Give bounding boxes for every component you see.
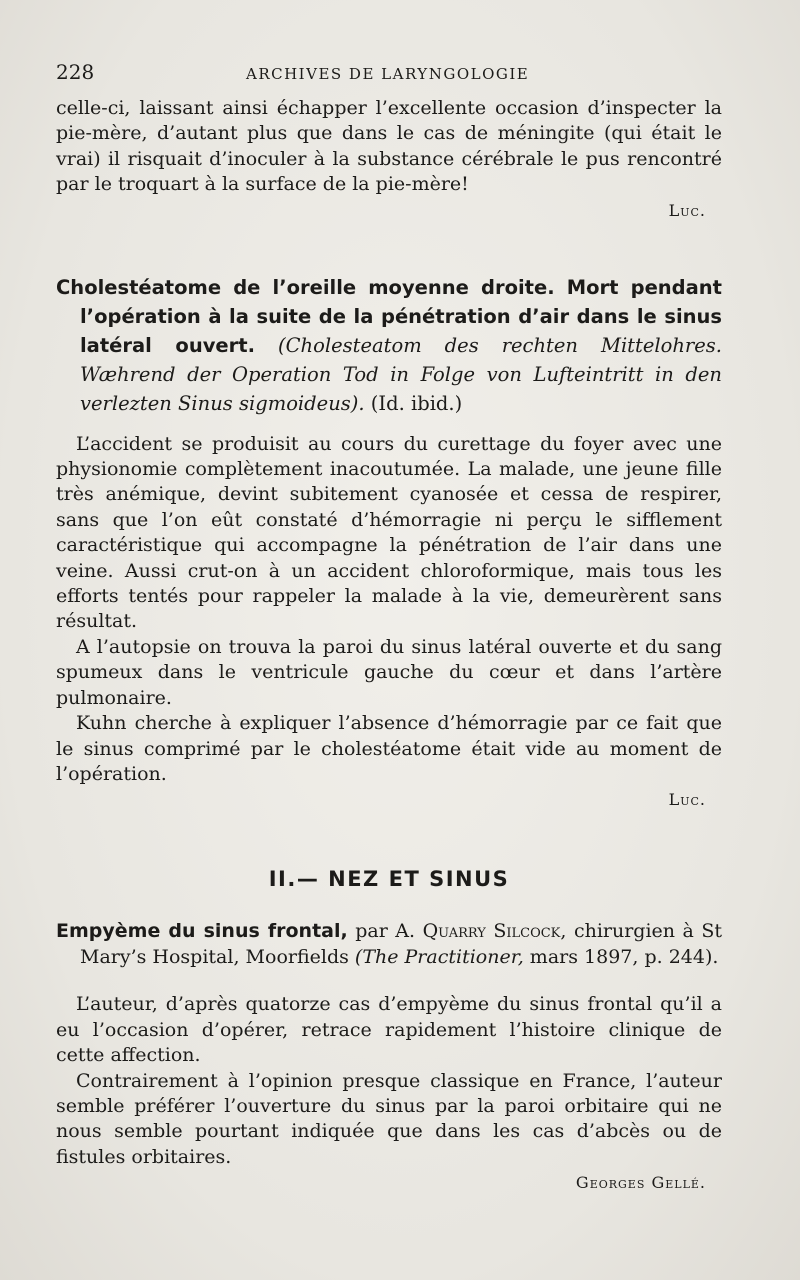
article3-paragraph-2: Contrairement à l’opinion presque classique en France, l’auteur semble préférer l’ouverture du sinus par la paroi orbitaire qui ne nous semble pourtant indiquée que dans les cas d’abcès ou de fistules orbitaires. (56, 1069, 722, 1168)
article3-affiliation: chirurgien à St Mary’s Hospital, Moorfields (80, 920, 722, 969)
section-heading-nez-et-sinus: II.— NEZ ET SINUS (268, 867, 510, 892)
signature-luc-1: Luc. (668, 200, 706, 220)
spacer (56, 223, 722, 273)
article2-paragraph-3: Kuhn cherche à expliquer l’absence d’hémorragie par ce fait que le sinus comprimé par le cholestéatome était vide au moment de l’opération. (56, 712, 722, 785)
article-title-bold: Cholestéatome de l’oreille moyenne droite. Mort pendant l’opération à la suite de la pénétration d’air dans le sinus latéral ouvert. (56, 275, 722, 357)
running-head (56, 60, 722, 96)
article-heading-cholesteatome (56, 273, 722, 418)
intro-paragraph: celle-ci, laissant ainsi échapper l’excellente occasion d’inspecter la pie-mère, d’autant plus que dans le cas de méningite (qui était le vrai) il risquait d’inoculer à la substance cérébrale le pus rencontré par le troquart à la surface de la pie-mère! (56, 97, 722, 196)
article2-paragraph-1: L’accident se produisit au cours du curettage du foyer avec une physionomie complètement inacoutumée. La malade, une jeune fille très anémique, devint subitement cyanosée et cessa de respirer, sans que l’on eût constaté d’hémorragie ni perçu le sifflement caractéristique qui accompagne la pénétration de l’air dans une veine. Aussi crut-on à un accident chloroformique, mais tous les efforts tentés pour rappeler la malade à la vie, demeurèrent sans résultat. (56, 432, 722, 633)
article2-paragraph-2: A l’autopsie on trouva la paroi du sinus latéral ouverte et du sang spumeux dans le ventricule gauche du cœur et dans l’artère pulmonaire. (56, 635, 722, 709)
page-number: 228 (56, 60, 95, 84)
article-source: (Id. ibid.) (370, 391, 463, 415)
article3-date-pages: mars 1897, p. 244). (529, 946, 719, 969)
article3-title-bold: Empyème du sinus frontal, (56, 920, 348, 943)
signature-georges-gelle: Georges Gellé. (575, 1173, 706, 1193)
signature-luc-2: Luc. (668, 790, 706, 810)
spacer (56, 894, 722, 918)
journal-title: ARCHIVES DE LARYNGOLOGIE (246, 65, 530, 83)
spacer (56, 970, 722, 992)
article3-byline-prefix: par A. (355, 920, 416, 943)
article-title-translation: (Cholesteatom des rechten Mittelohres. Wæhrend der Operation Tod in Folge von Lufteintritt in den verlezten Sinus sigmoideus). (80, 333, 722, 415)
article3-journal: (The Practitioner, (354, 946, 524, 969)
article-heading-empyeme (56, 918, 722, 970)
spacer (56, 418, 722, 432)
article3-paragraph-1: L’auteur, d’après quatorze cas d’empyème du sinus frontal qu’il a eu l’occasion d’opérer, retrace rapidement l’histoire clinique de cette affection. (56, 993, 722, 1067)
article3-author: Quarry Silcock, (422, 920, 567, 943)
spacer (56, 812, 722, 864)
